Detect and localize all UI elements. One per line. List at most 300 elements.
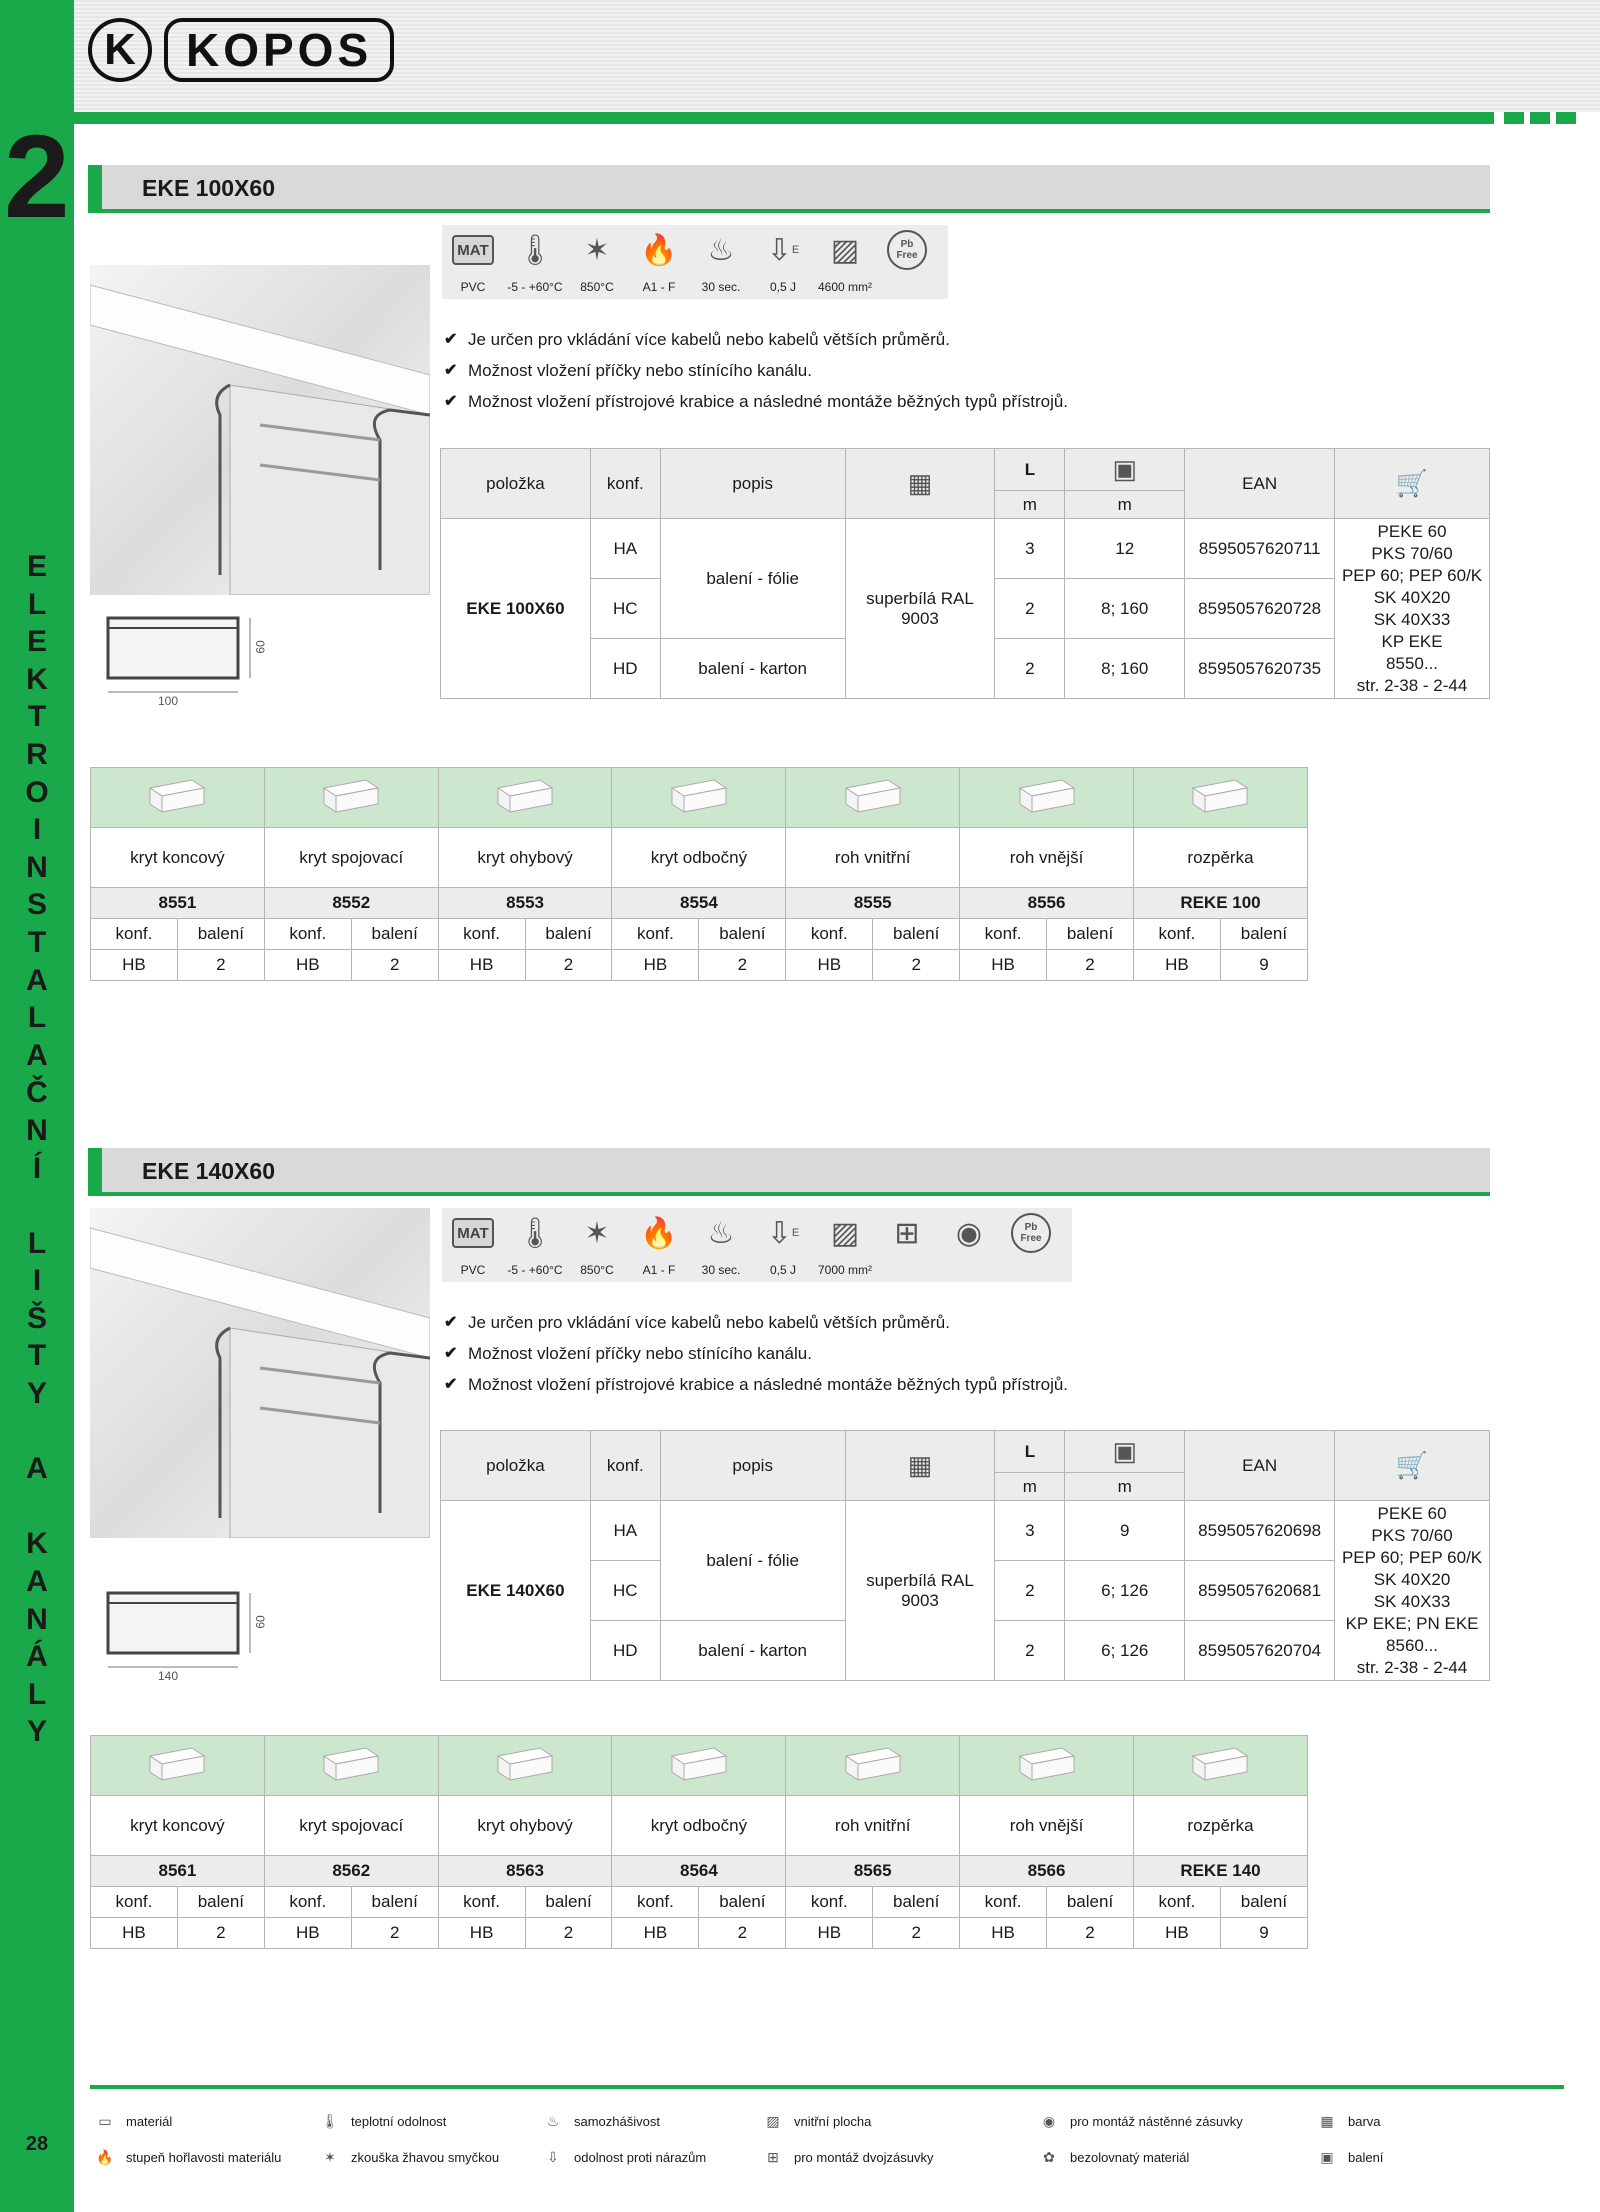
chapter-letter: K [26,662,48,696]
product-table [440,448,1490,699]
accessory-image [91,768,265,828]
accessory-label: roh vnější [960,828,1134,888]
accessory-label: kryt koncový [91,1796,265,1856]
accessory-image [264,1736,438,1796]
dimension-width: 140 [158,1669,179,1683]
check-icon: ✔ [444,393,458,410]
impact-icon: ⇩ E [766,233,800,267]
compatible-item: PEKE 60 [1377,521,1447,541]
spec-values [442,275,876,299]
legend-item [1316,2112,1381,2130]
accessory-image [1133,768,1307,828]
compatible-item: SK 40X33 [1373,609,1451,629]
double-socket-icon: ⊞ [894,1216,920,1250]
chapter-letter: Š [26,1301,47,1335]
accessory-image [91,1736,265,1796]
accessory-conf-header: konf. [786,919,873,950]
accessory-pack-header: balení [873,1887,960,1918]
accessory-subheader-row [91,1887,1308,1918]
accessory-conf-header: konf. [960,919,1047,950]
chapter-letter: R [26,737,48,771]
accessory-label: roh vnitřní [786,828,960,888]
chapter-letter: E [26,550,47,583]
accessory-code: 8562 [264,1856,438,1887]
profile-dimension-drawing [100,610,270,730]
chapter-title-vertical [0,548,74,1751]
accessory-pack: 2 [873,1918,960,1949]
accessory-image [786,1736,960,1796]
compatible-products [1335,1501,1490,1681]
dimension-height: 60 [253,1615,268,1629]
spec-value: 30 sec. [701,1263,741,1277]
legend-item [542,2148,706,2166]
product-photo [90,265,430,595]
chapter-letter: Č [26,1076,48,1110]
accessory-code: 8561 [91,1856,265,1887]
row-ean: 8595057620698 [1185,1501,1335,1561]
chapter-letter [0,1488,74,1526]
compatible-item: SK 40X33 [1373,1591,1451,1611]
legend-item [762,2112,871,2130]
accessory-conf: HB [91,1918,178,1949]
chapter-letter: N [26,1602,48,1636]
accessory-image [438,1736,612,1796]
accessory-conf-header: konf. [960,1887,1047,1918]
unit-length: m [995,1473,1065,1501]
accessory-conf: HB [1133,1918,1220,1949]
chapter-letter: L [27,1001,47,1035]
row-length: 2 [995,639,1065,699]
header-desc: popis [660,449,845,519]
row-ean: 8595057620681 [1185,1561,1335,1621]
chapter-letter: T [27,700,47,734]
spec-value: -5 - +60°C [507,1263,563,1277]
legend-label: materiál [126,2113,173,2129]
double-socket-icon: ⊞ [767,2148,779,2165]
legend-row [94,2112,1574,2148]
accessory-pack-header: balení [525,1887,612,1918]
accessory-pack: 9 [1220,1918,1307,1949]
section-title: EKE 100X60 [142,175,275,201]
accessory-image [438,768,612,828]
legend-item [94,2148,281,2166]
color-icon: ▦ [1320,2112,1334,2129]
pb-free-icon [876,225,938,275]
feature-item [444,386,1068,417]
compatible-item: KP EKE; PN EKE [1345,1613,1479,1633]
row-length: 2 [995,579,1065,639]
header-conf: konf. [590,1431,660,1501]
accessory-label: kryt ohybový [438,828,612,888]
accessory-conf-header: konf. [438,919,525,950]
accessory-pack-header: balení [351,919,438,950]
kopos-logo [88,18,394,82]
chapter-letter: Á [26,1640,48,1674]
accessory-pack-header: balení [1220,1887,1307,1918]
chapter-letter [0,1187,74,1225]
compatible-item: SK 40X20 [1373,1569,1451,1589]
product-photo [90,1208,430,1538]
accessory-conf-header: konf. [1133,919,1220,950]
inner-area-icon: ▨ [830,233,860,267]
legend-item [1316,2148,1383,2166]
logo-wordmark: KOPOS [164,18,394,82]
material-icon [442,225,504,275]
spec-value: A1 - F [642,1263,676,1277]
inner-area-icon: ▨ [766,2112,780,2129]
accessory-code: 8551 [91,888,265,919]
legend-label: teplotní odolnost [351,2113,447,2129]
accessory-pack-header: balení [351,1887,438,1918]
accessory-image [960,768,1134,828]
thermometer-icon: 🌡 [515,1216,555,1250]
row-conf: HA [590,1501,660,1561]
row-pack: 12 [1065,519,1185,579]
accessory-pack-header: balení [873,919,960,950]
item-color: superbílá RAL 9003 [845,1501,995,1681]
header-length: L [995,1431,1065,1473]
legend-row [94,2148,1574,2184]
row-conf: HC [590,1561,660,1621]
spec-value: 7000 mm² [817,1263,873,1277]
spec-value: A1 - F [642,280,676,294]
spec-icons [442,1208,1062,1258]
accessory-conf: HB [612,1918,699,1949]
accessory-pack: 2 [525,950,612,981]
row-ean: 8595057620704 [1185,1621,1335,1681]
row-length: 3 [995,519,1065,579]
compatible-item: SK 40X20 [1373,587,1451,607]
accessory-label: roh vnitřní [786,1796,960,1856]
chapter-letter [0,1413,74,1451]
page-number: 28 [25,2133,49,2155]
feature-text: Možnost vložení přístrojové krabice a následné montáže běžných typů přístrojů. [468,1375,1069,1394]
row-conf: HD [590,1621,660,1681]
legend-item [1038,2112,1243,2130]
spec-value: 0,5 J [769,1263,796,1277]
material-icon [442,1208,504,1258]
accessory-code: REKE 100 [1133,888,1307,919]
accessory-pack: 2 [177,1918,264,1949]
legend-label: bezolovnatý materiál [1070,2149,1190,2165]
spec-value: -5 - +60°C [507,280,563,294]
header-ean: EAN [1185,449,1335,519]
accessory-pack-header: balení [1047,919,1134,950]
accessory-conf: HB [786,950,873,981]
row-length: 2 [995,1561,1065,1621]
chapter-letter: K [26,1527,48,1561]
accessory-conf: HB [438,950,525,981]
accessory-label: kryt ohybový [438,1796,612,1856]
self-extinguishing-icon: ♨ [707,233,735,267]
item-name: EKE 100X60 [441,519,591,699]
dimension-width: 100 [158,694,179,708]
profile-dimension-drawing [100,1585,270,1705]
spec-value: 4600 mm² [817,280,873,294]
accessories-table [90,767,1308,981]
chapter-letter: Y [26,1377,47,1411]
wall-socket-icon: ◉ [1042,2112,1056,2129]
accessory-pack: 2 [351,1918,438,1949]
row-conf: HA [590,519,660,579]
spec-value: 0,5 J [769,280,796,294]
row-conf: HD [590,639,660,699]
header-conf: konf. [590,449,660,519]
section-header [88,165,1490,213]
accessory-conf-header: konf. [91,919,178,950]
flammability-icon: 🔥 [96,2148,114,2165]
color-icon: ▦ [845,1431,995,1501]
package-icon: ▣ [1065,449,1185,491]
accessory-code: 8563 [438,1856,612,1887]
accessory-pack: 9 [1220,950,1307,981]
accessory-conf-header: konf. [264,1887,351,1918]
accessory-codes-row [91,1856,1308,1887]
accessory-image [264,768,438,828]
row-pack: 9 [1065,1501,1185,1561]
chapter-letter: Y [26,1715,47,1749]
accessory-labels-row [91,1796,1308,1856]
package-icon: ▣ [1065,1431,1185,1473]
self-extinguishing-icon: ♨ [546,2112,560,2129]
chapter-letter: T [27,925,47,959]
accessory-pack-header: balení [177,1887,264,1918]
check-icon: ✔ [444,362,458,379]
chapter-letter: A [26,1038,48,1072]
material-icon: ▭ [98,2112,112,2129]
legend-item [94,2112,172,2130]
chapter-letter: E [26,625,47,659]
item-color: superbílá RAL 9003 [845,519,995,699]
accessory-labels-row [91,828,1308,888]
feature-list [444,1307,1068,1400]
accessory-code: 8565 [786,1856,960,1887]
thermometer-icon: 🌡 [515,233,555,267]
glow-wire-icon: ✶ [584,233,610,267]
feature-text: Možnost vložení přístrojové krabice a následné montáže běžných typů přístrojů. [468,392,1069,411]
feature-item [444,1338,1068,1369]
chapter-letter: A [26,1565,48,1599]
glow-wire-icon: ✶ [584,1216,610,1250]
row-length: 3 [995,1501,1065,1561]
section-header [88,1148,1490,1196]
chapter-letter: A [26,1452,48,1486]
section-marker [88,1148,102,1196]
accessory-image [612,1736,786,1796]
flammability-icon: 🔥 [640,233,678,267]
accessory-conf: HB [960,950,1047,981]
unit-pack: m [1065,1473,1185,1501]
logo-emblem: K [88,18,152,82]
accessory-conf: HB [438,1918,525,1949]
accessory-pack-header: balení [699,919,786,950]
compatible-item: PEP 60; PEP 60/K [1341,565,1483,585]
spec-icons [442,225,938,275]
thermometer-icon: 🌡 [321,2112,339,2129]
accessory-label: kryt odbočný [612,1796,786,1856]
accessory-conf-header: konf. [91,1887,178,1918]
spec-value: 850°C [580,280,614,294]
row-desc: balení - karton [660,639,845,699]
chapter-letter: A [26,963,48,997]
header-blocks [1504,112,1576,124]
row-length: 2 [995,1621,1065,1681]
compatible-item: str. 2-38 - 2-44 [1356,675,1468,695]
accessory-code: 8564 [612,1856,786,1887]
accessory-conf: HB [264,950,351,981]
chapter-letter: O [25,775,49,809]
accessory-code: 8553 [438,888,612,919]
legend-label: odolnost proti nárazům [574,2149,707,2165]
impact-label: E [791,1227,800,1239]
accessory-values-row [91,1918,1308,1949]
accessory-code: 8554 [612,888,786,919]
section-marker [88,165,102,213]
impact-label: E [791,244,800,256]
feature-item [444,355,1068,386]
impact-icon: ⇩ E [766,1216,800,1250]
accessory-label: kryt koncový [91,828,265,888]
legend-item [319,2112,446,2130]
legend-item [1038,2148,1189,2166]
compatible-item: PKS 70/60 [1371,543,1453,563]
legend-divider [90,2085,1564,2089]
accessory-pack-header: balení [1047,1887,1134,1918]
accessory-label: kryt spojovací [264,828,438,888]
feature-list [444,324,1068,417]
check-icon: ✔ [444,1345,458,1362]
header-item: položka [441,1431,591,1501]
row-pack: 8; 160 [1065,579,1185,639]
feature-text: Je určen pro vkládání více kabelů nebo kabelů větších průměrů. [468,1313,950,1332]
accessory-code: REKE 140 [1133,1856,1307,1887]
accessory-pack-header: balení [699,1887,786,1918]
pb-free-icon [1000,1208,1062,1258]
accessory-conf: HB [960,1918,1047,1949]
row-pack: 6; 126 [1065,1561,1185,1621]
row-desc: balení - fólie [660,519,845,639]
mat-label: MAT [452,1218,494,1248]
accessory-label: rozpěrka [1133,828,1307,888]
accessory-label: rozpěrka [1133,1796,1307,1856]
chapter-number: 2 [4,111,70,243]
mat-label: MAT [452,235,494,265]
accessory-images-row [91,1736,1308,1796]
accessory-pack-header: balení [177,919,264,950]
compatible-item: 8560... [1386,1635,1439,1655]
check-icon: ✔ [444,331,458,348]
spec-values [442,1258,876,1282]
self-extinguishing-icon: ♨ [707,1216,735,1250]
compatible-products [1335,519,1490,699]
accessories-table [90,1735,1308,1949]
feature-item [444,1307,1068,1338]
legend-item [762,2148,933,2166]
accessory-conf: HB [1133,950,1220,981]
chapter-letter: L [27,587,47,621]
accessory-code: 8555 [786,888,960,919]
pb-free-label: Pb Free [887,230,927,270]
unit-pack: m [1065,491,1185,519]
accessory-conf-header: konf. [786,1887,873,1918]
spec-icon-strip [442,225,948,299]
accessory-conf-header: konf. [612,919,699,950]
legend-label: pro montáž dvojzásuvky [794,2149,934,2165]
accessory-subheader-row [91,919,1308,950]
accessory-pack: 2 [699,1918,786,1949]
row-desc: balení - fólie [660,1501,845,1621]
cart-icon: 🛒 [1335,1431,1490,1501]
legend-label: stupeň hořlavosti materiálu [126,2149,282,2165]
accessory-code: 8556 [960,888,1134,919]
row-ean: 8595057620728 [1185,579,1335,639]
pb-free-label: Pb Free [1011,1213,1051,1253]
dimension-height: 60 [253,640,268,654]
accessory-conf-header: konf. [264,919,351,950]
accessory-pack: 2 [873,950,960,981]
unit-length: m [995,491,1065,519]
feature-text: Je určen pro vkládání více kabelů nebo kabelů větších průměrů. [468,330,950,349]
accessory-values-row [91,950,1308,981]
compatible-item: KP EKE [1381,631,1443,651]
chapter-letter: I [32,1264,42,1298]
accessory-image [1133,1736,1307,1796]
row-ean: 8595057620735 [1185,639,1335,699]
accessory-label: roh vnější [960,1796,1134,1856]
flammability-icon: 🔥 [640,1216,678,1250]
accessory-codes-row [91,888,1308,919]
chapter-letter: T [27,1339,47,1373]
item-name: EKE 140X60 [441,1501,591,1681]
check-icon: ✔ [444,1314,458,1331]
accessory-images-row [91,768,1308,828]
legend-label: balení [1348,2149,1384,2165]
compatible-item: PEP 60; PEP 60/K [1341,1547,1483,1567]
package-icon: ▣ [1320,2148,1334,2165]
accessory-pack: 2 [177,950,264,981]
header-divider [74,112,1494,124]
spec-value: 850°C [580,1263,614,1277]
pb-free-icon: ✿ [1043,2148,1055,2165]
accessory-conf: HB [91,950,178,981]
spec-value: PVC [460,1263,486,1277]
spec-value: 30 sec. [701,280,741,294]
compatible-item: PEKE 60 [1377,1503,1447,1523]
table-header-row [441,1431,1490,1473]
check-icon: ✔ [444,1376,458,1393]
wall-socket-icon: ◉ [955,1216,983,1250]
row-ean: 8595057620711 [1185,519,1335,579]
accessory-image [960,1736,1134,1796]
feature-text: Možnost vložení příčky nebo stínícího kanálu. [468,361,812,380]
compatible-item: PKS 70/60 [1371,1525,1453,1545]
accessory-pack: 2 [1047,950,1134,981]
header-ean: EAN [1185,1431,1335,1501]
color-icon: ▦ [845,449,995,519]
accessory-conf: HB [264,1918,351,1949]
header-desc: popis [660,1431,845,1501]
chapter-letter: Í [32,1151,42,1185]
icon-legend [94,2112,1574,2184]
spec-icon-strip [442,1208,1072,1282]
feature-item [444,324,1068,355]
accessory-image [612,768,786,828]
chapter-letter: I [32,813,42,847]
legend-item [319,2148,499,2166]
legend-label: barva [1348,2113,1381,2129]
compatible-item: 8550... [1386,653,1439,673]
accessory-conf: HB [786,1918,873,1949]
